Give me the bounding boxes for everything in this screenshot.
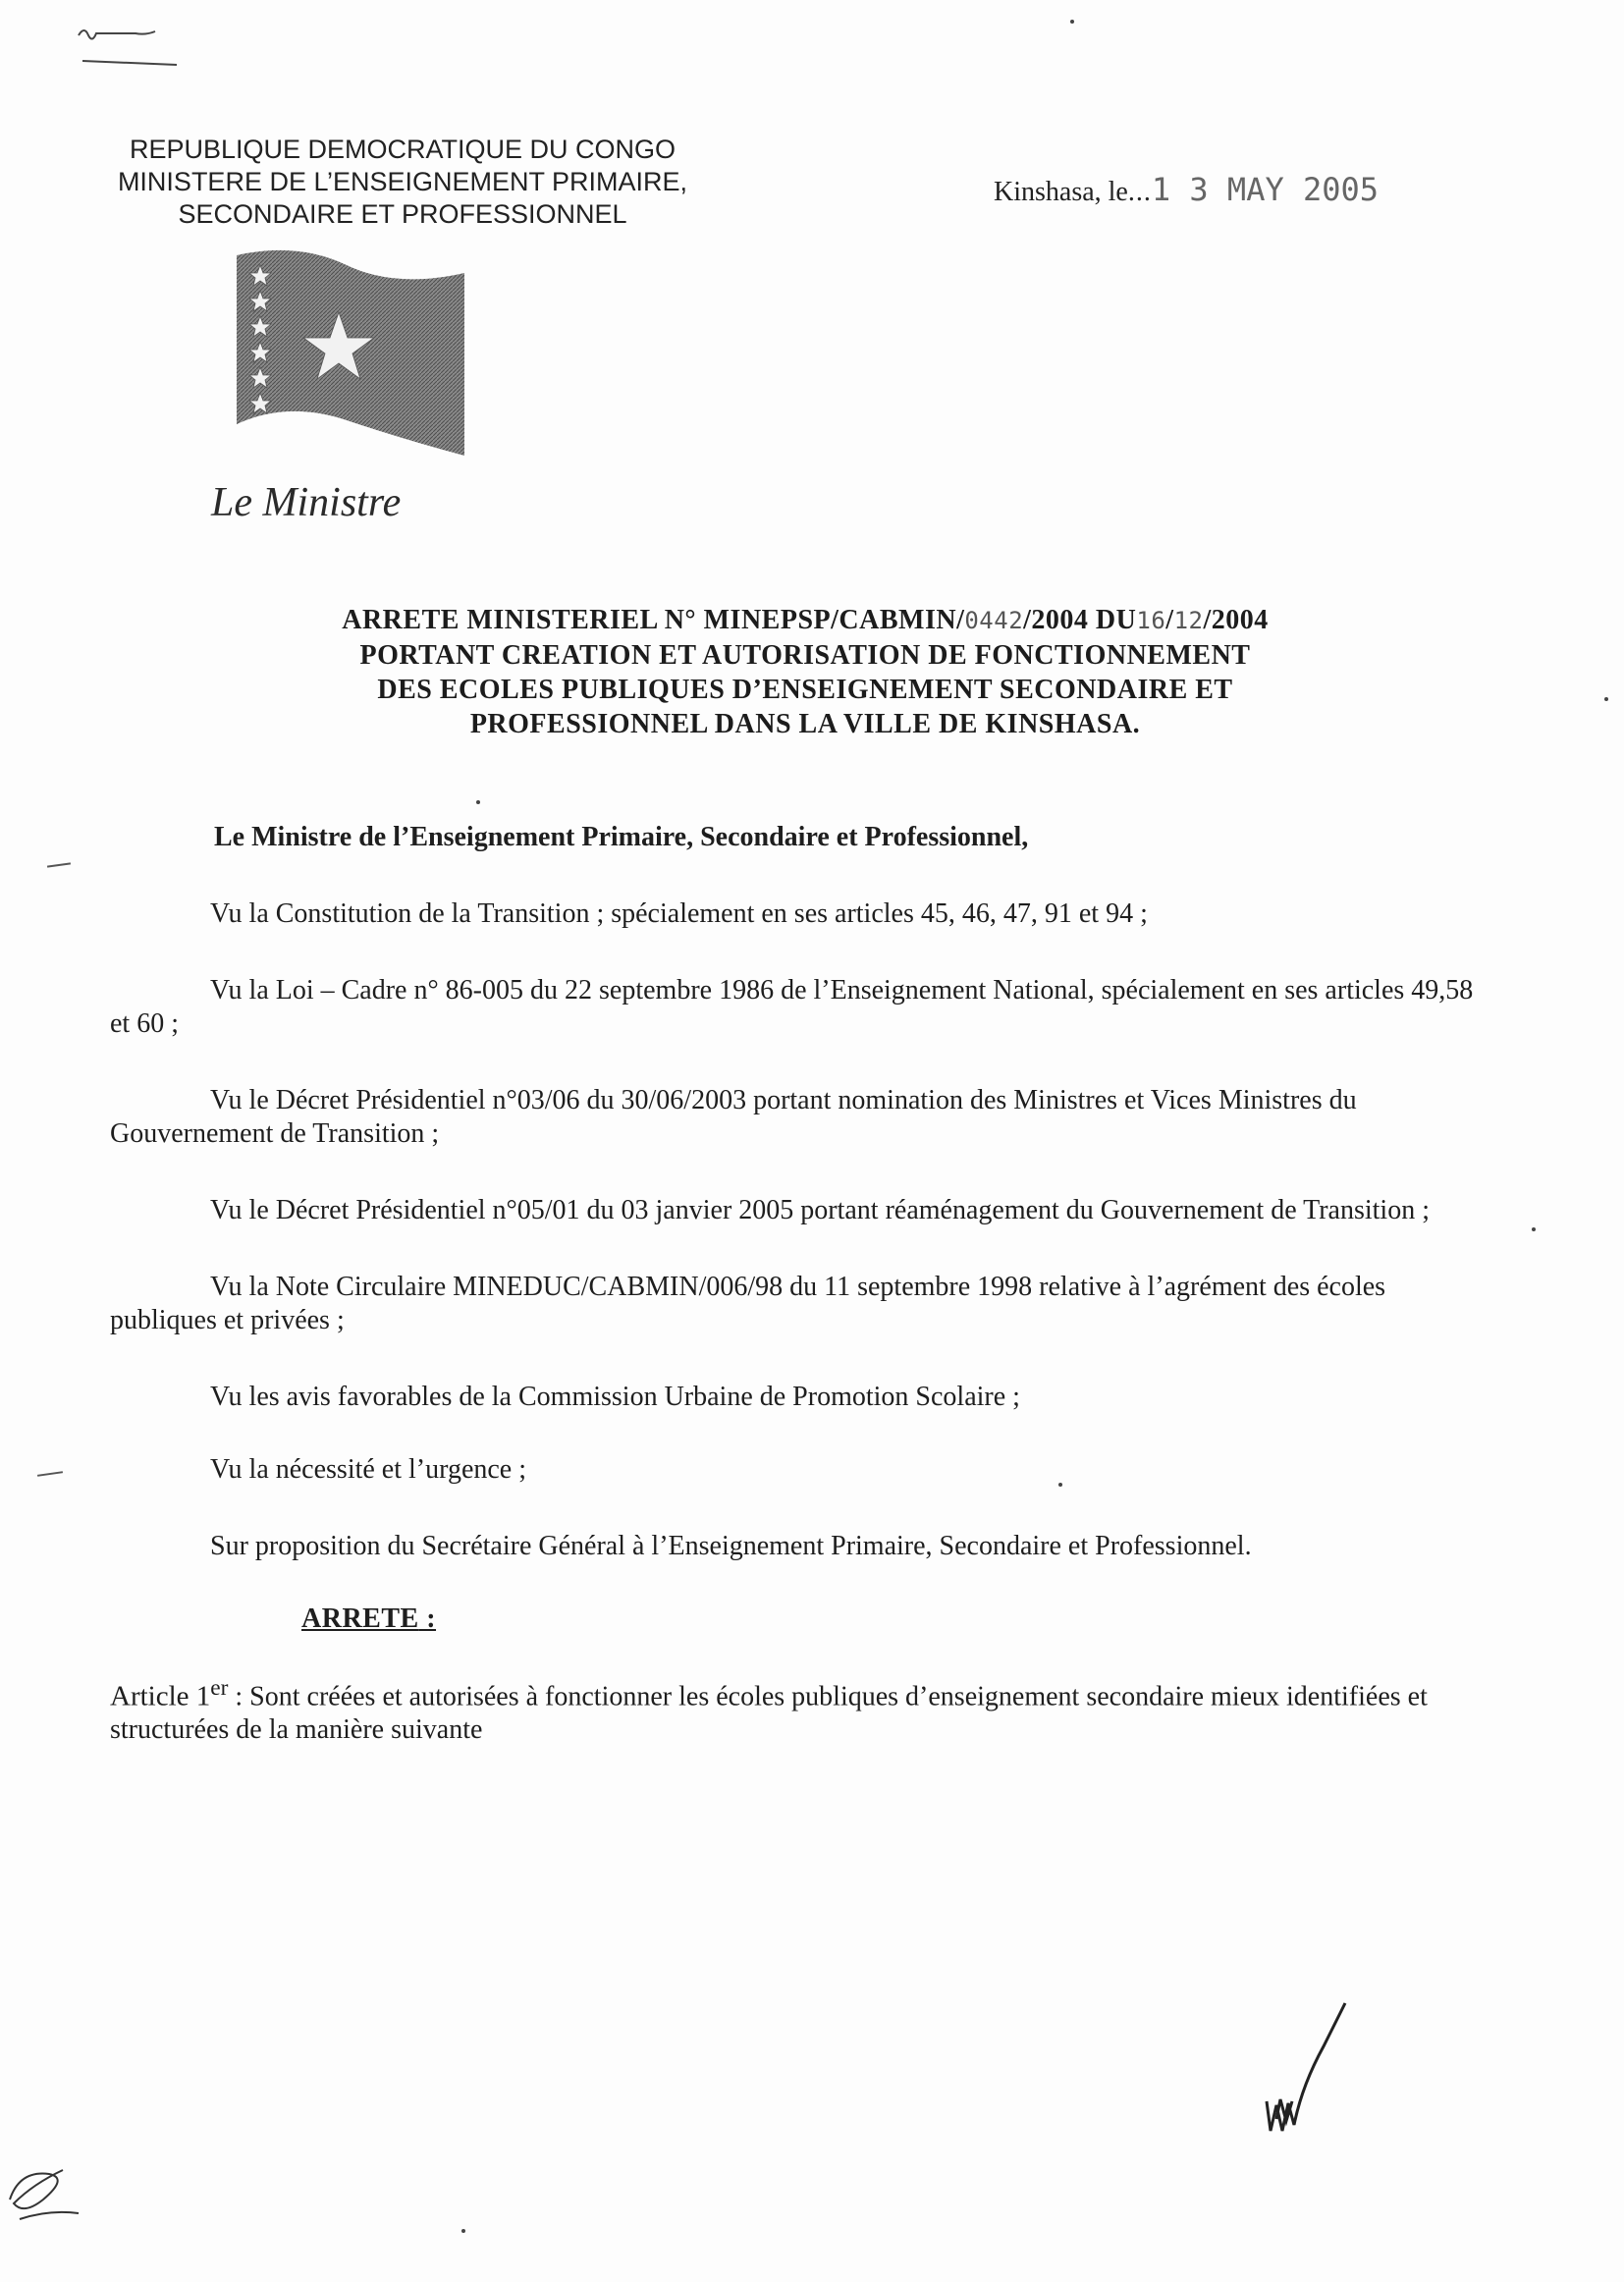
speck (476, 800, 480, 804)
decree-title-line-3: DES ECOLES PUBLIQUES D’ENSEIGNEMENT SECONDAIRE ET (377, 675, 1233, 705)
decree-body (110, 821, 1475, 1747)
flag-emblem (229, 247, 466, 458)
recital-decree-2005: Vu le Décret Présidentiel n°05/01 du 03 janvier 2005 portant réaménagement du Gouvernement de Transition ; (210, 1195, 1430, 1225)
decree-title-line-4: PROFESSIONNEL DANS LA VILLE DE KINSHASA. (469, 709, 1141, 739)
article-1 (110, 1671, 1475, 1747)
recital-urgency: Vu la nécessité et l’urgence ; (210, 1454, 526, 1485)
speck (1604, 697, 1608, 701)
minister-title: Le Ministre (211, 480, 402, 525)
decree-number: 0442 (964, 607, 1024, 634)
arrete-colon: : (418, 1603, 437, 1634)
decree-year: /2004 (1203, 605, 1269, 635)
ministry-header (108, 134, 697, 231)
place-prefix: Kinshasa, le (994, 177, 1128, 207)
margin-mark-2 (37, 1471, 63, 1477)
date-stamp: 1 3 MAY 2005 (1151, 171, 1380, 208)
article-label: Article 1 (110, 1680, 211, 1712)
header-line-3: SECONDAIRE ET PROFESSIONNEL (178, 199, 627, 229)
date-dots: ... (1127, 177, 1152, 207)
decree-title-line-1 (216, 603, 1394, 638)
recital-constitution: Vu la Constitution de la Transition ; spécialement en ses articles 45, 46, 47, 91 et 94 ; (210, 898, 1148, 929)
arrete-label: ARRETE (301, 1603, 419, 1634)
speck (1058, 1483, 1062, 1487)
recital-decree-2003: Vu le Décret Présidentiel n°03/06 du 30/06/2003 portant nomination des Ministres et Vices Ministres du Gouvernement de Transition ; (110, 1085, 1357, 1149)
article-text: : Sont créées et autorisées à fonctionner les écoles publiques d’enseignement secondaire mieux identifiées et structurées de la manière suivante (110, 1681, 1428, 1746)
recital-framework-law: Vu la Loi – Cadre n° 86-005 du 22 septembre 1986 de l’Enseignement National, spécialement en ses articles 49,58 et 60 ; (110, 975, 1474, 1039)
recital-commission: Vu les avis favorables de la Commission Urbaine de Promotion Scolaire ; (210, 1382, 1020, 1412)
initials-mark (0, 2160, 88, 2229)
decree-month: 12 (1173, 607, 1204, 634)
speck (461, 2229, 465, 2233)
place-date (994, 171, 1379, 208)
margin-mark-1 (47, 862, 71, 867)
header-line-1: REPUBLIQUE DEMOCRATIQUE DU CONGO (129, 135, 677, 164)
speck (1532, 1227, 1536, 1231)
decree-title (216, 603, 1394, 741)
decree-day: 16 (1136, 607, 1166, 634)
speck (1070, 20, 1074, 24)
signature-mark (1257, 1993, 1365, 2141)
decree-title-line-2: PORTANT CREATION ET AUTORISATION DE FONCTIONNEMENT (359, 640, 1251, 671)
recital-circular-note: Vu la Note Circulaire MINEDUC/CABMIN/006/98 du 11 septembre 1998 relative à l’agrément des écoles publiques et privées ; (110, 1272, 1386, 1335)
decree-date-label: /2004 DU (1023, 605, 1137, 635)
recital-proposition: Sur proposition du Secrétaire Général à l’Enseignement Primaire, Secondaire et Professionnel. (210, 1531, 1252, 1561)
body-lead: Le Ministre de l’Enseignement Primaire, Secondaire et Professionnel, (214, 822, 1029, 852)
article-sup: er (210, 1675, 229, 1701)
arrete-heading (301, 1603, 1475, 1636)
corner-scribble (69, 18, 206, 67)
decree-date-sep: / (1165, 605, 1174, 635)
header-line-2: MINISTERE DE L’ENSEIGNEMENT PRIMAIRE, (117, 167, 688, 196)
decree-ref: ARRETE MINISTERIEL N° MINEPSP/CABMIN/ (342, 605, 965, 635)
